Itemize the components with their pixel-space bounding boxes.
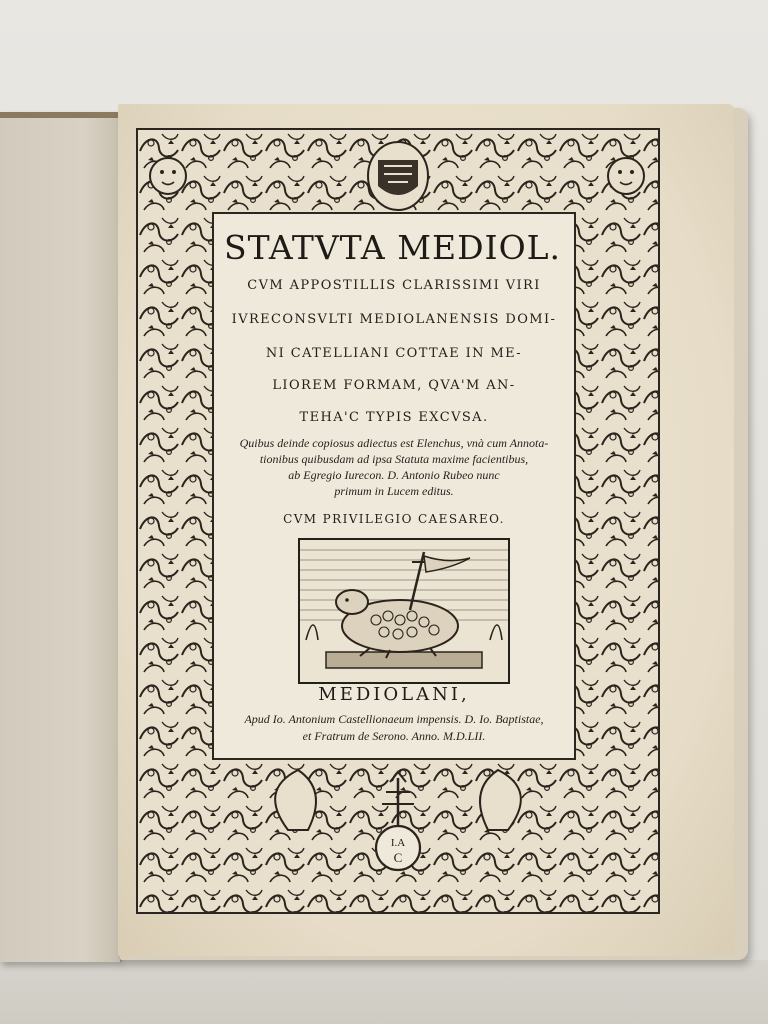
printers-mark-letters-bottom: C: [393, 850, 403, 865]
lamb-woodcut: [298, 538, 510, 684]
subtitle-line-5: TEHA'C TYPIS EXCVSA.: [299, 410, 489, 425]
front-cover-board: [0, 112, 122, 962]
description-line-4: primum in Lucem editus.: [334, 484, 454, 498]
subtitle-line-4: LIOREM FORMAM, QVA'M AN-: [272, 378, 516, 393]
description-line-2: tionibus quibusdam ad ipsa Statuta maxime facientibus,: [259, 452, 529, 466]
lamb-of-god-illustration: [300, 540, 508, 682]
subtitle-line-1: CVM APPOSTILLIS CLARISSIMI VIRI: [247, 278, 541, 293]
description-line-1: Quibus deinde copiosus adiectus est Elenchus, vnà cum Annota-: [239, 436, 549, 450]
imprint-line-1: Apud Io. Antonium Castellionaeum impensis. D. Io. Baptistae,: [244, 712, 544, 726]
book-title: STATVTA MEDIOL.: [224, 228, 562, 267]
subtitle-line-3: NI CATELLIANI COTTAE IN ME-: [265, 346, 523, 361]
printers-mark-letters-top: I.A: [390, 837, 406, 849]
text-panel: [212, 212, 576, 760]
imprint-city: MEDIOLANI,: [318, 684, 470, 705]
privilege-line: CVM PRIVILEGIO CAESAREO.: [283, 512, 505, 526]
imprint-line-2: et Fratrum de Serono. Anno. M.D.LII.: [302, 729, 486, 743]
subtitle-line-2: IVRECONSVLTI MEDIOLANENSIS DOMI-: [231, 312, 557, 327]
table-surface: [0, 960, 768, 1024]
description-line-3: ab Egregio Iurecon. D. Antonio Rubeo nunc: [288, 468, 500, 482]
